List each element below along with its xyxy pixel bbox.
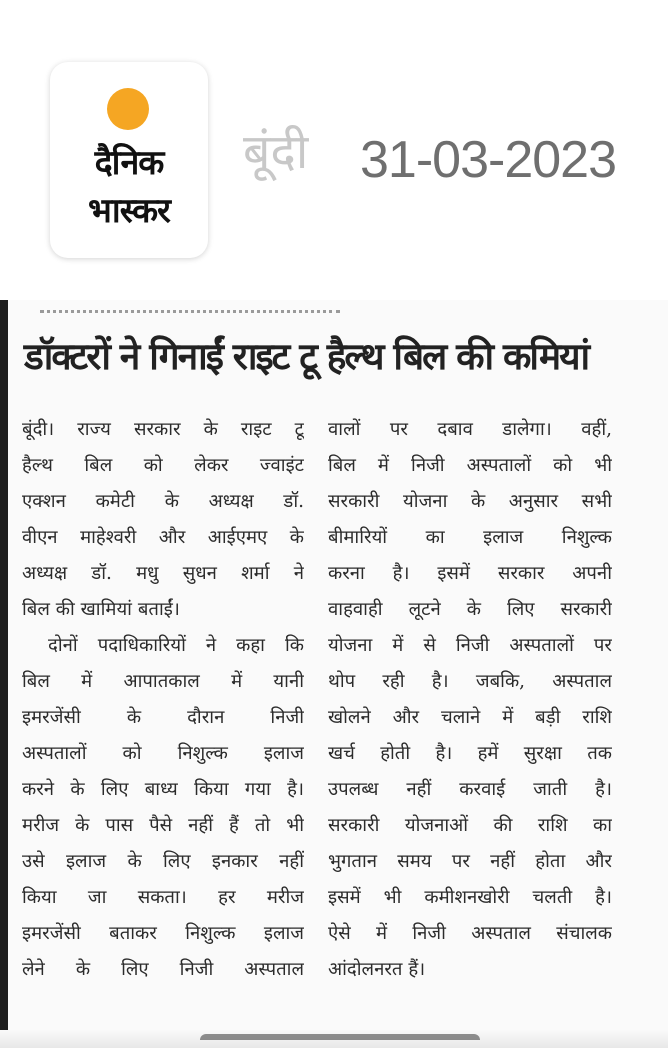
logo-text-line1: दैनिक [94, 143, 164, 183]
article-column-left [22, 412, 304, 988]
logo-text-line2: भास्कर [88, 191, 170, 231]
edition-date: 31-03-2023 [360, 131, 616, 189]
text-line: अध्यक्ष डॉ. मधु सुधन शर्मा ने [22, 563, 304, 584]
text-line: वीएन माहेश्वरी और आईएमए के [22, 527, 304, 548]
text-line: बिल में निजी अस्पतालों को भी [328, 455, 612, 476]
text-line: इसमें भी कमीशनखोरी चलती है। [328, 887, 612, 908]
text-line: खोलने और चलाने में बड़ी राशि [328, 707, 612, 728]
sun-icon [107, 88, 149, 130]
text-line: आंदोलनरत हैं। [328, 959, 426, 980]
text-line: वाहवाही लूटने के लिए सरकारी [328, 599, 612, 620]
text-line: खर्च होती है। हमें सुरक्षा तक [328, 743, 612, 764]
text-line: हैल्थ बिल को लेकर ज्वाइंट [22, 455, 304, 476]
clipping-edge [0, 300, 8, 1048]
logo-card [50, 62, 208, 258]
text-line: सरकारी योजना के अनुसार सभी [328, 491, 612, 512]
text-line: लेने के लिए निजी अस्पताल [22, 959, 304, 980]
text-line: सरकारी योजनाओं की राशि का [328, 815, 612, 836]
text-line: करने के लिए बाध्य किया गया है। [22, 779, 304, 800]
text-line: बिल में आपातकाल में यानी [22, 671, 304, 692]
text-line: करना है। इसमें सरकार अपनी [328, 563, 612, 584]
text-line: बूंदी। राज्य सरकार के राइट टू [22, 419, 304, 440]
text-line: इमरजेंसी के दौरान निजी [22, 707, 304, 728]
clipping-top-fragment [40, 310, 340, 319]
text-line: इमरजेंसी बताकर निशुल्क इलाज [22, 923, 304, 944]
text-line: योजना में से निजी अस्पतालों पर [328, 635, 612, 656]
text-line: मरीज के पास पैसे नहीं हैं तो भी [22, 815, 304, 836]
text-line: ऐसे में निजी अस्पताल संचालक [328, 923, 612, 944]
text-line: किया जा सकता। हर मरीज [22, 887, 304, 908]
article-headline: डॉक्टरों ने गिनाईं राइट टू हैल्थ बिल की कमियां [24, 335, 589, 378]
text-line: बिल की खामियां बताईं। [22, 599, 180, 620]
city-name: बूंदी [243, 124, 309, 180]
text-line: थोप रही है। जबकि, अस्पताल [328, 671, 612, 692]
text-line: अस्पतालों को निशुल्क इलाज [22, 743, 304, 764]
text-line: बीमारियों का इलाज निशुल्क [328, 527, 612, 548]
text-line: उसे इलाज के लिए इनकार नहीं [22, 851, 304, 872]
text-line: भुगतान समय पर नहीं होता और [328, 851, 612, 872]
next-headline-fragment [200, 1034, 480, 1054]
text-line: दोनों पदाधिकारियों ने कहा कि [48, 635, 304, 656]
text-line: उपलब्ध नहीं करवाई जाती है। [328, 779, 612, 800]
text-line: एक्शन कमेटी के अध्यक्ष डॉ. [22, 491, 304, 512]
article-column-right [328, 412, 612, 988]
text-line: वालों पर दबाव डालेगा। वहीं, [328, 419, 612, 440]
